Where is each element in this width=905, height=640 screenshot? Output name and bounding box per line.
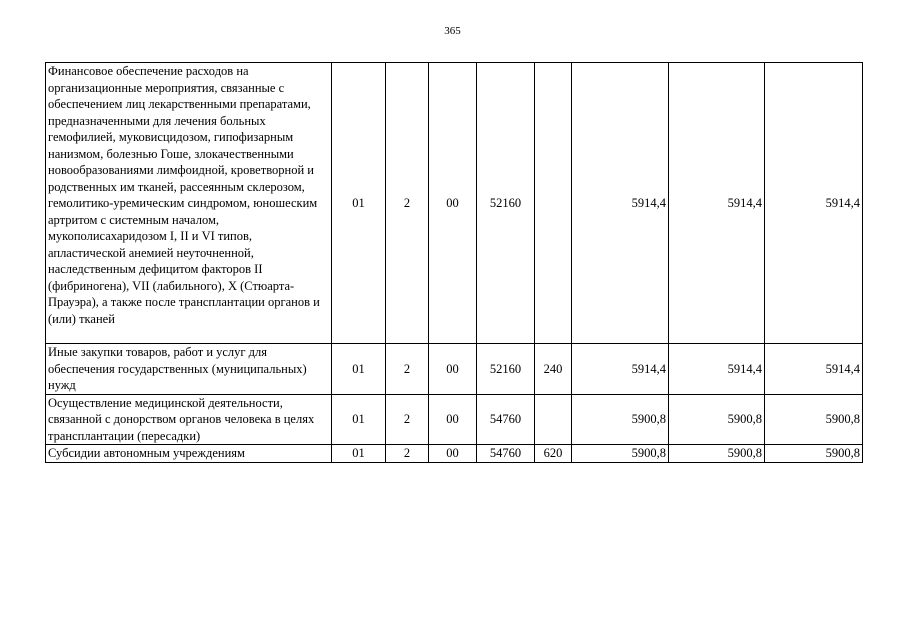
table-row: [46, 63, 863, 344]
code-cell: 52160: [477, 344, 535, 395]
budget-table: [45, 62, 863, 463]
code-cell: 00: [429, 394, 477, 445]
code-cell: 2: [386, 394, 429, 445]
code-cell: 01: [332, 344, 386, 395]
amount-cell: 5900,8: [669, 445, 765, 463]
amount-cell: 5914,4: [765, 63, 863, 344]
row-description: Иные закупки товаров, работ и услуг для обеспечения государственных (муниципальных) нужд: [46, 344, 332, 395]
code-cell: 00: [429, 344, 477, 395]
amount-cell: 5900,8: [572, 445, 669, 463]
code-cell: 00: [429, 63, 477, 344]
row-description: Субсидии автономным учреждениям: [46, 445, 332, 463]
amount-cell: 5914,4: [572, 63, 669, 344]
table-row: [46, 344, 863, 395]
amount-cell: 5914,4: [669, 344, 765, 395]
amount-cell: 5914,4: [572, 344, 669, 395]
page-number: 365: [444, 25, 461, 37]
amount-cell: 5914,4: [765, 344, 863, 395]
code-cell: 00: [429, 445, 477, 463]
amount-cell: 5900,8: [572, 394, 669, 445]
row-description: Финансовое обеспечение расходов на организационные мероприятия, связанные с обеспечением лиц лекарственными препаратами, предназначенными для лечения больных гемофилией, муковисцидозом, гипофизарным нанизмом, болезнью Гоше, злокачественными новообразованиями лимфоидной, кроветворной и родственных им тканей, рассеянным склерозом, гемолитико-уремическим синдромом, юношеским артритом с системным началом, мукополисахаридозом I, II и VI типов, апластической анемией неуточненной, наследственным дефицитом факторов II (фибриногена), VII (лабильного), X (Стюарта-Прауэра), а также после трансплантации органов и (или) тканей: [46, 63, 332, 344]
code-cell: 240: [535, 344, 572, 395]
amount-cell: 5900,8: [765, 445, 863, 463]
code-cell: 2: [386, 445, 429, 463]
amount-cell: 5914,4: [669, 63, 765, 344]
code-cell: [535, 63, 572, 344]
table-row: [46, 394, 863, 445]
code-cell: 01: [332, 63, 386, 344]
code-cell: 01: [332, 445, 386, 463]
code-cell: 2: [386, 344, 429, 395]
code-cell: 54760: [477, 394, 535, 445]
code-cell: 52160: [477, 63, 535, 344]
amount-cell: 5900,8: [669, 394, 765, 445]
row-description: Осуществление медицинской деятельности, связанной с донорством органов человека в целях трансплантации (пересадки): [46, 394, 332, 445]
code-cell: 54760: [477, 445, 535, 463]
table-row: [46, 445, 863, 463]
code-cell: 620: [535, 445, 572, 463]
code-cell: 2: [386, 63, 429, 344]
code-cell: 01: [332, 394, 386, 445]
code-cell: [535, 394, 572, 445]
amount-cell: 5900,8: [765, 394, 863, 445]
